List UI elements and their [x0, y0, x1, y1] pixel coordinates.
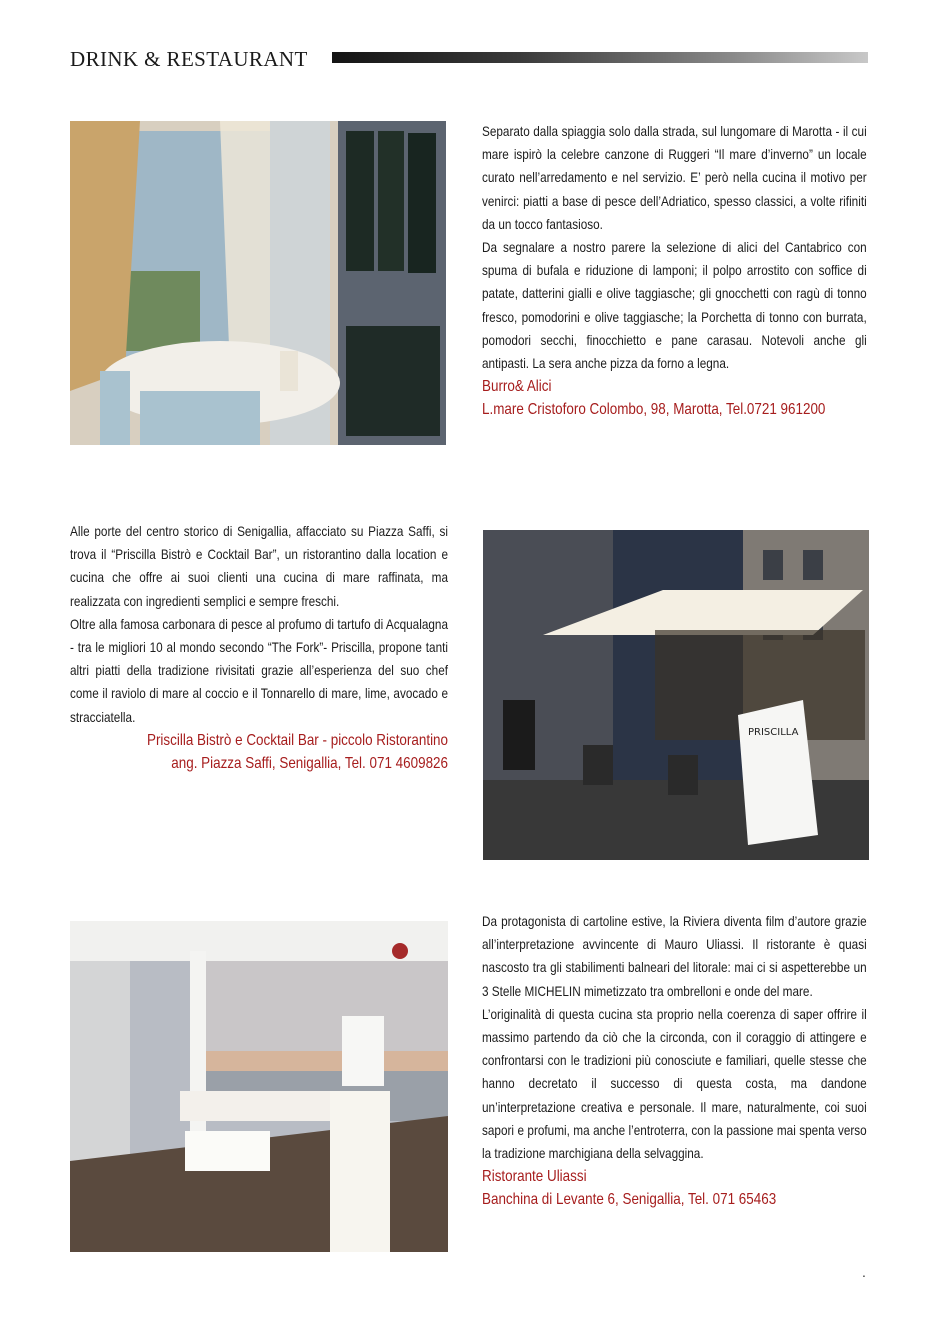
article-paragraph: Alle porte del centro storico di Senigallia, affacciato su Piazza Saffi, si trova il “Priscilla Bistrò e Cocktail Bar”, un ristorantino dalla location e cucina che offre ai suoi clienti una cucina di mare raffinata, ma realizzata con ingredienti semplici e sempre freschi.: [70, 523, 448, 609]
article-paragraph: Oltre alla famosa carbonara di pesce al profumo di tartufo di Acqualagna - tra le migliori 10 al mondo secondo “The Fork”- Priscilla, propone tanti altri piatti della tradizione rivisitati grazie all’esperienza del suo chef come il raviolo di mare al coccio e il Tonnarello di mare, lime, avocado e stracciatella.: [70, 615, 448, 725]
header-gradient-bar: [332, 52, 868, 63]
page-title: DRINK & RESTAURANT: [70, 47, 308, 71]
photo-priscilla-terrace: [483, 530, 869, 860]
restaurant-name: Priscilla Bistrò e Cocktail Bar - piccolo Ristorantino: [146, 731, 448, 749]
article-paragraph: L’originalità di questa cucina sta proprio nella coerenza di saper offrire il massimo partendo da ciò che la circonda, con il coraggio di attingere e confrontarsi con le tradizioni più conosciute e familiari, quelle stesse che hanno decretato il successo di questa costa, ma dandone un’interpretazione creativa e personale. Il mare, naturalmente, coi suoi sapori e profumi, ma anche l’entroterra, con la passione mai spenta verso la tradizione marchigiana della selvaggina.: [482, 1005, 867, 1162]
restaurant-address: L.mare Cristoforo Colombo, 98, Marotta, Tel.0721 961200: [482, 401, 826, 419]
footer-mark: .: [862, 1264, 866, 1280]
restaurant-address: ang. Piazza Saffi, Senigallia, Tel. 071 4609826: [171, 754, 448, 772]
article-paragraph: Da protagonista di cartoline estive, la Riviera diventa film d’autore grazie all’interpretazione avvincente di Mauro Uliassi. Il ristorante è quasi nascosto tra gli stabilimenti balneari del litorale: mai ci si aspetterebbe un 3 Stelle MICHELIN mimetizzato tra ombrelloni e onde del mare.: [482, 913, 867, 999]
restaurant-name: Ristorante Uliassi: [482, 1168, 587, 1186]
article-priscilla: [70, 520, 448, 775]
restaurant-address: Banchina di Levante 6, Senigallia, Tel. 071 65463: [482, 1191, 777, 1209]
sign-text: PRISCILLA: [748, 727, 799, 738]
restaurant-name: Burro& Alici: [482, 378, 552, 396]
article-burro-alici: [482, 120, 867, 421]
article-uliassi: [482, 910, 867, 1211]
photo-uliassi-veranda: [70, 921, 448, 1252]
photo-dining-room-burro-alici: [70, 121, 446, 445]
page-header: [70, 47, 868, 75]
article-paragraph: Da segnalare a nostro parere la selezione di alici del Cantabrico con spuma di bufala e riduzione di lamponi; il polpo arrostito con soffice di patate, datterini gialli e olive taggiasche; gli gnocchetti con ragù di tonno fresco, pomodorini e olive taggiasche; la Porchetta di tonno con burrata, pomodori secchi, finocchietto e pane carasau. Notevoli anche gli antipasti. La sera anche pizza da forno a legna.: [482, 239, 867, 372]
article-paragraph: Separato dalla spiaggia solo dalla strada, sul lungomare di Marotta - il cui mare ispirò la celebre canzone di Ruggeri “Il mare d’inverno” un locale curato nell’arredamento e nel servizio. E’ però nella cucina il motivo per venirci: piatti a base di pesce dell’Adriatico, spesso classici, a volte rifiniti da un tocco fantasioso.: [482, 123, 867, 232]
